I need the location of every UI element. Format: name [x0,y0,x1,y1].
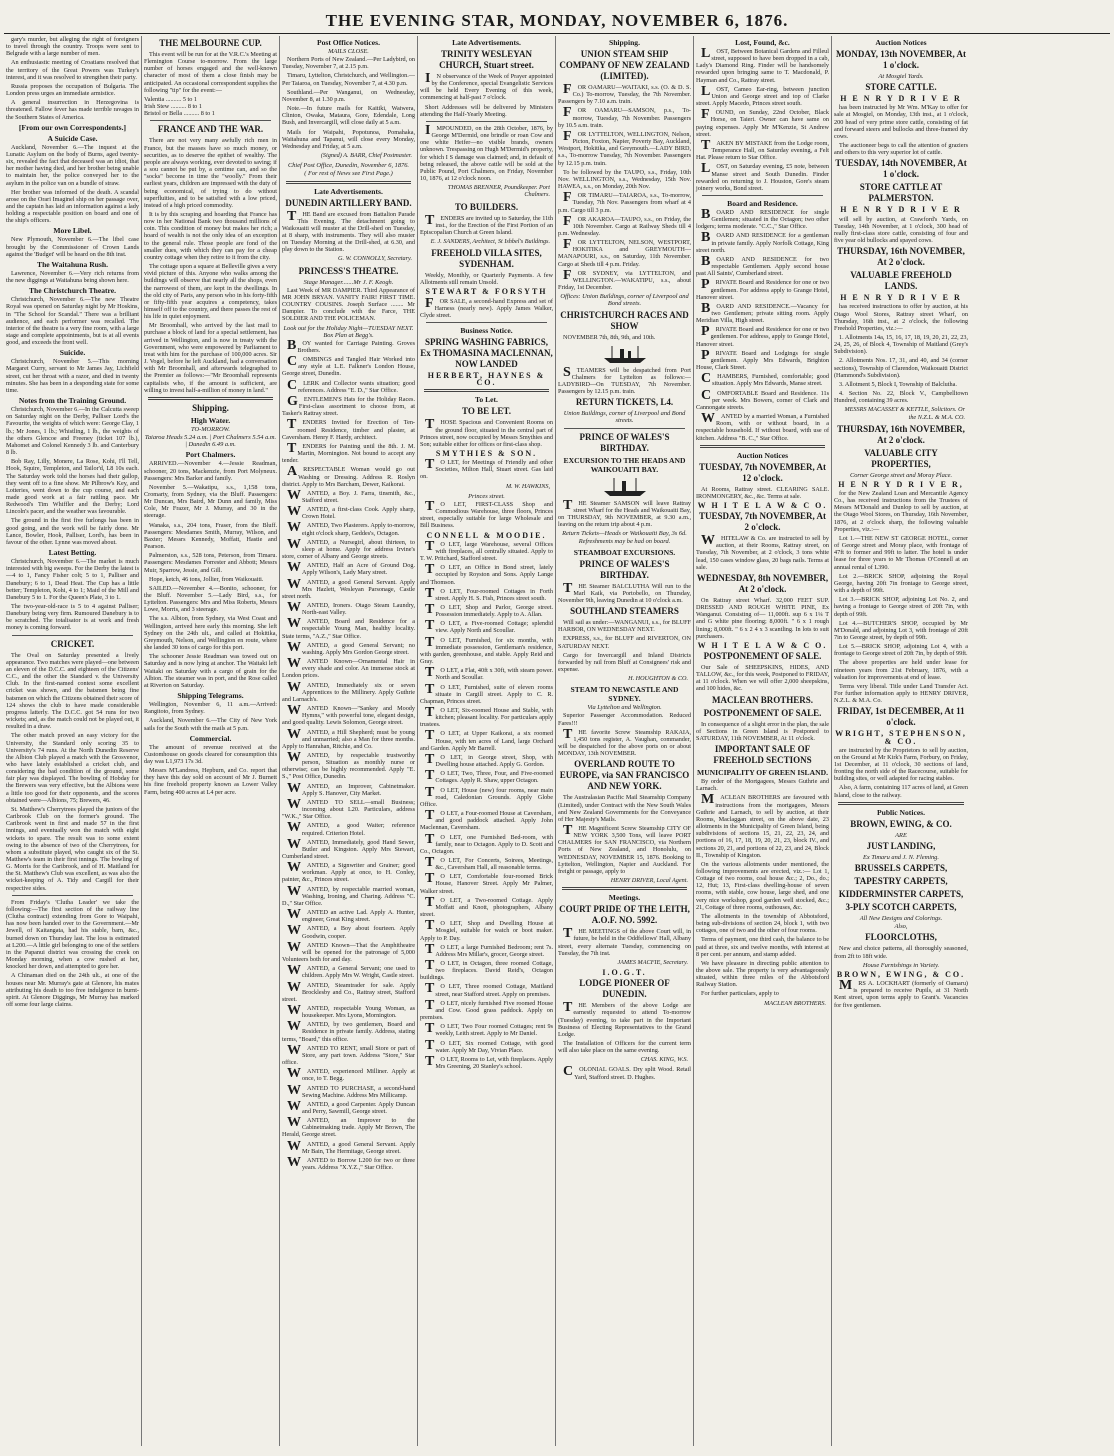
court-heading: COURT PRIDE OF THE LEITH, A.O.F. NO. 5992. [559,904,690,926]
union-heading: UNION STEAM SHIP COMPANY OF NEW ZEALAND (LIMITED). [559,49,690,81]
brown-ewing: BROWN, EWING, & CO. [850,818,952,829]
mosgiel-yards: At Mosgiel Yards. [878,73,924,80]
steamer-icon [602,343,648,365]
high-water-heading: High Water. [190,415,231,425]
overland-heading: OVERLAND ROUTE TO EUROPE, via SAN FRANCISCO AND NEW YORK. [559,759,690,792]
return-tickets: RETURN TICKETS, L4. [575,397,674,408]
steamboat-heading: STEAMBOAT EXCURSIONS. [573,547,676,557]
business-notice-heading: Business Notice. [460,326,513,336]
important-sale: IMPORTANT SALE OF FREEHOLD SECTIONS [713,744,812,766]
brussels-carpets: BRUSSELS CARPETS, [854,863,948,874]
shipping-heading: Shipping. [192,402,229,413]
postponement-heading: POSTPONEMENT OF SALE. [703,651,822,661]
news-heading: The Waitahuna Rush. [37,259,108,269]
just-landing: JUST LANDING, [866,840,936,851]
floorcloths: FLOORCLOTHS, [865,932,937,943]
theatre-subheading: Stage Manager.......Mr J. F. Keogh. [303,278,394,286]
auction-heading: Auction Notices [736,450,789,460]
henry-driver-agent: HENRY DRIVER, Local Agent. [610,877,688,885]
newspaper-page [4,4,1110,1448]
shipping-heading-2: Shipping. [608,38,641,47]
lost-found-heading: Lost, Found, &c. [735,38,790,47]
iogt: I.O.G.T. [602,968,647,978]
column-7: Auction Notices MONDAY, 13th NOVEMBER, At 1 o'clock. At Mosgiel Yards. STORE CATTLE. H E N R Y D R I V E R has been instructed by Mr Wm. M'Kay to offer for sale at Mosgiel, on Monday, 13th inst., at 1 o'clock, 200 head of very prime store cattle, consisting of fat and forward steers and bullocks and three-framed dry cows. The auctioneer begs to call the attention of graziers and others to this very superior lot of cattle. TUESDAY, 14th NOVEMBER, At 1 o'clock. STORE CATTLE AT PALMERSTON. H E N R Y D R I V E R will sell by auction, at Crawford's Yards, on Tuesday, 14th November, at 1 o'clock, 300 head of really first-class store cattle, consisting of four and five year old bullocks and spayed cows. THURSDAY, 16th NOVEMBER, At 2 o'clock. VALUABLE FREEHOLD LANDS. H E N R Y D R I V E R has received instructions to offer by auction, at his Otago Wool Stores, Rattray street Wharf, on Thursday, 16th inst., at 2 o'clock, the following Freehold Properties, viz.:— 1. Allotments 14a, 15, 16, 17, 18, 19, 20, 21, 22, 23, 24, 25, 26, of Block 4, Township of Maitland (Grey's Subdivision). 2. Allotments Nos. 17, 31, and 40, and 34 (corner sections), Township of Clarendon, Waikouaiti District (Hammond's Subdivision). 3. Allotment 5, Block I, Township of Balclutha. 4. Section No. 22, Block V., Campbelltown Hundred, containing 39 acres. MESSRS MACASSEY & KETTLE, Solicitors. Or the N.Z.L. & M.A. CO. THURSDAY, 16th NOVEMBER, At 2 o'clock. VALUABLE CITY PROPERTIES, Corner George street and Moray Place. H E N R Y D R I V E R, for the New Zealand Loan and Mercantile Agency Co., has received instructions from the Trustees of Messrs M'Donald and Dunlop to sell by auction, at the Otago Wool Stores, on Thursday, 16th November, 1876, at 2 o'clock sharp, the following valuable Properties, viz.:— Lot 1.—THE NEW ST GEORGE HOTEL, corner of George street and Moray place, with frontage of 47ft to former and 99ft to latter. The hotel is under lease for three years to Mr Thomas O'Connell at an annual rental of L390. Lot 2.—BRICK SHOP, adjoining the Royal George, having 20ft 7in frontage to George street, with a depth of 99ft. Lot 3.—BRICK SHOP, adjoining Lot No. 2, and having a frontage to George street of 20ft 7in, with depth of 99ft. Lot 4.—BUTCHER'S SHOP, occupied by Mr M'Donald, and adjoining Lot 3, with frontage of 20ft 7in to George street, by depth of 99ft. Lot 5.—BRICK SHOP, adjoining Lot 4, with a frontage to George street of 20ft 7in, by depth of 99ft. The above properties are held under lease for nineteen years from 21st February, 1876, with a valuation for improvements at end of lease. Terms very liberal. Title under Land Transfer Act. For further information apply to HENRY DRIVER, N.Z.L. & M.A. Co. FRIDAY, 1st DECEMBER, At 11 o'clock. WRIGHT, STEPHENSON, & CO. are instructed by the Proprietors to sell by auction, on the Ground at Mr Kirk's Farm, Forbury, on Friday, 1st December, at 11 o'clock, 30 sections of land, fronting the north side of the Racecourse, suitable for building sites, or well adapted for racing stables. Also, A farm, containing 117 acres of land, at Green Island, close to the railway. Public Notices. BROWN, EWING, & CO. ARE JUST LANDING, Ex Timaru and J. N. Fleming. BRUSSELS CARPETS, TAPESTRY CARPETS, KIDDERMINSTER CARPETS, 3-PLY SCOTCH CARPETS, All New Designs and Colorings. Also, FLOORCLOTHS, New and choice patterns, all thoroughly seasoned, from 2ft to 18ft wide. House Furnishings in Variety. BROWN, EWING, & CO. MRS A. LOCKHART (formerly of Oamaru) is prepared to receive Pupils, at 31 North Kent street, upon terms apply to Grant's. Vacancies for five gentlemen. [834,38,968,1009]
column-4: Late Advertisements. TRINITY WESLEYAN CHURCH, Stuart street. IN observance of the Week of Prayer appointed by the Conference, special Evangelistic Services will be held Every Evening of this week, commencing at half-past 7 o'clock. Short Addresses will be delivered by Ministers attending the Half-Yearly Meeting. IMPOUNDED, on the 28th October, 1876, by George M'Dermid, one brindle or roan Cow and one white Heifer—no visible brands, owners unknown. Trespassing on Hugh M'Dermid's property, for which I S damage was claimed; and, in default of being released, the above cattle will be sold at the Public Pound, Port Chalmers, on Friday, November 10, 1876, at 12 o'clock noon. THOMAS BRENNER, Poundkeeper. Port Chalmers. TO BUILDERS. TENDERS are invited up to Saturday, the 11th inst., for the Erection of the First Portion of an Episcopalian Church at Green Island. E. J. SANDERS, Architect, St Ishbel's Buildings. FREEHOLD VILLA SITES, SYDENHAM. Weekly, Monthly, or Quarterly Payments. A few Allotments still remain Unsold. STEWART & FORSYTH FOR SALE, a second-hand Express and set of Harness (nearly new). Apply James Walker, Clyde street. Business Notice. SPRING WASHING FABRICS, Ex THOMASINA MACLENNAN, NOW LANDED HERBERT, HAYNES & CO. To Let. TO BE LET. THOSE Spacious and Convenient Rooms on the ground floor, situated in the central part of Princes street, now occupied by Messrs Smythies and Son; suitable either for offices or first-class shop. SMYTHIES & SON. TO LET, for Meetings of Friendly and other Societies, Milton Hall, Stuart street. Gas laid on. M. W. HAWKINS, Princes street. TO LET, FIRST-CLASS Shop and Commodious Warehouse, three floors, Princes street, especially suitable for large Wholesale and Bill Business. CONNELL & MOODIE. TO LET, large Warehouse, several Offices with fireplaces, all centrally situated. Apply to T. W. Pritchard, Stafford street. TO LET, an Office in Bond street, lately occupied by Royston and Sons. Apply Lange and Thomson. TO LET, Four-roomed Cottages in Forth street. Apply H. S. Fish, Princes street south. TO LET, Shop and Parlor, George street. Possession immediately. Apply to A. Allan. TO LET, a Five-roomed Cottage; splendid view. Apply North and Scoullar. TO LET, Furnished, for six months, with immediate possession, Gentleman's residence, with garden, greenhouse, and stable. Apply Reid and Gray. TO LET, a Flat, 40ft x 30ft, with steam power. North and Scoullar. TO LET, Furnished, suite of eleven rooms situate in Cargill street. Apply to C. R. Chapman, Princes street. TO LET, Six-roomed House and Stable, with kitchen; pleasant locality. For particulars apply trustees. TO LET, at Upper Kaikorai, a six roomed House, with ten acres of Land, large Orchard and Garden. Apply Mr Barrell. TO LET, in George street, Shop, with Dwelling house attached. Apply G. Gordon. TO LET, Two, Three, Four, and Five-roomed Cottages. Apply R. Shaw, upper Octagon. TO LET, House (new) four rooms, near main road, Caledonian Grounds. Apply Globe Office. TO LET, a Four-roomed House at Caversham, and good paddock attached. Apply John Maclennan, Caversham. TO LET, one Furnished Bed-room, with family, near to Octagon. Apply to D. Scott and Co., Octagon. TO LET, For Concerts, Soirees, Meetings, &c., Caversham Hall, all reasonable terms. TO LET, Comfortable four-roomed Brick House, Hanover Street. Apply Mr Palmer, Walker street. TO LET, a Two-roomed Cottage. Apply Moffatt and Knott, photographers, Albany street. TO LET, Shop and Dwelling House at Mosgiel, suitable for watch or boot maker. Apply to P. Day. TO LET, a large Furnished Bedroom; rent 7s. Address Mrs Millar's, grocer, George street. TO LET, in Octagon, three roomed Cottage, two fireplaces. David Reid's, Octagon buildings. TO LET, Three roomed Cottage, Maitland street, near Stafford street. Apply on premises. TO LET, nicely furnished Five roomed House and Cow. Good grass paddock. Apply on premises. TO LET, Two Four roomed Cottages; rent 9s weekly, Leith street. Apply to Mr Daniel. TO LET, Six roomed Cottage, with good water. Apply Mr Day, Vivian Place. TO LET, Rooms to Let, with fireplaces. Apply Mrs Greening, 20 Stanley's school. [418,36,556,1446]
freehold-heading: FREEHOLD VILLA SITES, SYDENHAM. [431,248,542,270]
store-cattle-heading: STORE CATTLE. [865,82,937,93]
palmerston-heading: STORE CATTLE AT PALMERSTON. [859,182,943,204]
column-1: gary's murder, but alleging the right of foreigners to travel through the country. Troops were sent to Belgrade with a large number of men. An enthusiastic meeting of Croatians resolved that the territory of the Great Powers was Turkey's interest, and it was resolved to strengthen their party. Russia proposes the occupation of Bulgaria. The London press urges an immediate armistice. A general insurrection in Herzegovina is threatened. Fallow fever has made terrible ravages in the Southern States of America. [From our own Correspondents.] A Suicide Case. Auckland, November 6.—The inquest at the Lunatic Asylum on the body of Burns, aged twenty-six, revealed the fact that deceased was an idiot, that her mother having died, and her brother being unable to maintain her, the police conveyed her to the asylum in the police van on a bundle of straw. Her brother was informed of the death. A scandal arose on the Orari Imaginel ship on her passage over, and the captain has laid an information against a lady holding a respectable position on board and one of the ship's officers. More Libel. New Plymouth, November 6.—The libel case brought by the Commissioner of Crown Lands against the 'Budget' will be heard on the 8th inst. The Waitahuna Rush. Lawrence, November 6.—Very rich returns from the new diggings at Waitahuna being shown here. The Christchurch Theatre. Christchurch, November 6.—The new Theatre Royal was opened on Saturday night by Mr Hoskins, in "The School for Scandal." There was a brilliant audience, and each performer was recalled. The interior of the theatre is a very fine room, with a large stage and complete appointments, but is at all events good, and exceeds the front well. Suicide. Christchurch, November 5.—This morning Margaret Curry, servant to Mr James Jay, Lichfield street, cut her throat with a razor, and died in twenty minutes. She has been in a desponding state for some time. Notes from the Training Ground. Christchurch, November 6.—In the Calcutta sweep on Saturday night on the Derby, Palliser Lord's the Favourite, the weights of which were: George Clay, 1 lb.; Mr Jones, 1 lb.; Whistling, 1 lb., the weights of the others Glencoe and Freeney (ticket 107 lb.), Mahomet and Colonel Kennedy 3 lb. and Canterbury 8 lb. Bob Ray, Lilly, Monere, La Rose, Kohi, I'll Tell, Hook, Squire, Templeton, and Tailor'd, L8 10s each. The Saturday work told the horses had their gallop, they went off to a fine show. Mr Pilbrow's Key, and Lotteries, went down to the cup course, and each made good work at a fair rattling pace. Mr Redwood's Tim Whiffler and the Derby; Lord Lincoln's pacer, and the weather was favourable. The ground in the first five furlongs has been in good going, and the work will be fairly done. Mr Lance, Bowler, Hook, Palliser, Lord's, has been in favour of the other. Lynne was moved about. Latest Betting. Christchurch, November 6.—The market is much interested with big sweeps. For the Derby the latest is—4 to 1, Fancy Fisher colt; 5 to 1, Palliser and Danebury; 6 to 1, Dead Heat. The Cup has a little better; Templeton, Kohi, 4 to 1; Maid of the Mill and Danebury 5 to 1. For the Queen's Plate, 3 to 1. The two-year-old-race is 5 to 4 against Palliser; Danebury being very firm. Rumoured Danebury is to be scratched. The totalisator is at work and fresh money is coming forward. CRICKET. The Oval on Saturday presented a lively appearance. Two matches were played—one between an eleven of the D.C.C. and eighteen of the Citizens' C.C., and the other the Standard v. the University Club. In the first-named contest some excellent cricket was shown, and the batsmen being fine batsmen on which the Citizens obtained their score of 124 shows the club to have made considerable progress latterly. The D.C.C. got 54 runs for two wickets; and, as the match could not be played out, it resulted in a draw. The other match proved an easy victory for the University, the Standard only scoring 35 to University's 74 runs. At the North Dunedin Reserve the Albion Club played a match with the Grosvenor, who have lately established a cricket club, and considering the bad condition of the ground, some fair play was displayed. The bowling of Hobday for the Brewers was very effective, but the Albions were a little too good for their opponents, and the scores obtained were—Albions, 75; Brewers, 46. St. Matthew's Cherrytrees played the juniors of the Caribrook Club on the former's ground. The Caribrook went in first and made 57 in the first innings, and eventually won the match with eight wickets to spare. The result was to some extent owing to the absence of two of the Cherrytrees, for whom a substitute played, who caught six of the St. Matthew's team in their first innings. The bowling of G. Morris for the Caribrook, and of H. Maitland for the St. Matthew's Club was excellent, as was also the wicket-keeping of A. Tidy and Cargill for their respective sides. From Friday's 'Clutha Leader' we take the following:—The first section of the railway line (Clutha contract) extending from Gore to Waipahi, has now been handed over to the Government.—Mr Jewell, of Kaitangata, had his stable, barn, &c., burned down on Thursday last. The loss is estimated at L200.—A little girl belonging to one of the settlers in the Papanui district was crossing the creek on Monday morning, when a cow rushed at her, knocked her down, and attempted to gore her. A Chinaman died on the 24th ult., at one of the houses near Mr. Murray's gate at Glenore, his mates attributing his death to too free indulgence in burnt-spirit. At Glenore Diggings, Mr Murray has marked off some four large claims. [4,36,142,1446]
column-6: Lost, Found, &c. LOST, Between Botanical Gardens and Filleul street, supposed to have been dropped in a cab, Lady's Diamond Ring. Finder will be handsomely rewarded upon bringing same to T. Macdonald, P. Hayman and Co., Rattray street. LOST, Cameo Ear-ring, between junction Union and George street and top of Clarke street. Apply Macedo, Princes street south. FOUND, on Sunday, 22nd October, Black Horse, on Taieri. Owner can have same on paying expenses. Apply Mr M'Kenzie, St Andrew street. TAKEN BY MISTAKE from the Lodge room, Temperance Hall, on Saturday evening, a Felt Hat. Please return to Star Office. LOST, on Saturday evening, £5 note, between Manse street and South Dunedin. Finder rewarded on returning to J. Houston, Gore's steam joinery works, Bond street. Board and Residence. BOARD AND RESIDENCE for single Gentlemen; situated in the Octagon; two other lodgers; terms moderate. "C.C.," Star Office. BOARD AND RESIDENCE for a gentleman in private family. Apply Norfolk Cottage, King street north. BOARD AND RESIDENCE for two respectable Gentlemen. Apply second house past All Saints', Cumberland street. PRIVATE Board and Residence for one or two gentlemen. For address apply to Grange Hotel, Hanover street. BOARD AND RESIDENCE.—Vacancy for two Gentlemen; private sitting room. Apply Meridian Villa, High street. PRIVATE Board and Residence for one or two gentlemen. For address, apply to Grange Hotel, Hanover street. PRIVATE Board and Lodgings for single gentlemen. Apply Mrs Edwards, Brighton House, Clark Street. CHAMBERS, Furnished, comfortable; good situation. Apply Mrs Edwards, Manse street. COMFORTABLE Board and Residence. 11s per week. Mrs Bowers, corner of Clark and Cannongate streets. WANTED by a married Woman, a Furnished Room, with or without board, in a respectable household. If without board, with use of kitchen. Address "B. C.," Star Office. Auction Notices TUESDAY, 7th NOVEMBER, At 12 o'clock. At Rooms, Rattray street. CLEARING SALE. IRONMONGERY, &c., &c. Terms at sale. W H I T E L A W & C O. TUESDAY, 7th NOVEMBER, At 2 o'clock. WHITELAW & Co. are instructed to sell by auction, at their Rooms, Rattray street, on Tuesday, 7th November, at 2 o'clock, 3 tons white lead, 150 cases window glass, 20 bags nails. Terms at sale. WEDNESDAY, 8th NOVEMBER, At 2 o'clock. On Rattray street Wharf. 32,000 FEET SUP. DRESSED AND ROUGH WHITE PINE, Ex Wanganui. Consisting of— 11,000ft. sup 6 x 1¼ T and G white pine flooring; 8,000ft. " 6 x 1 rough lining; 8,000ft. " 6 x 2 4 x 3 scantling. In lots to suit purchasers. W H I T E L A W & C O. POSTPONEMENT OF SALE. Our Sale of SHEEPSKINS, HIDES, AND TALLOW, &c., for this week, Postponed to FRIDAY, at 11 o'clock. When we will offer 2,000 sheepskins, and 100 hides, &c. MACLEAN BROTHERS. POSTPONEMENT OF SALE. In consequence of a slight error in the plan, the sale of Sections in Green Island is Postponed to SATURDAY, 11th NOVEMBER, At 11 o'clock. IMPORTANT SALE OF FREEHOLD SECTIONS MUNICIPALITY OF GREEN ISLAND. By order of the Mortgagees, Messrs Guthrie and Larnach. MACLEAN BROTHERS are favoured with instructions from the mortgagees, Messrs Guthrie and Larnach, to sell by auction, at their Rooms, Maclaggan street, on the above date, 23 allotments in the Municipality of Green Island, being subdivisions of sections 15, 21, 22, 23, 24, and portions of 16, 17, 18, 19, 20, 21, 23, block IV., and sections 20, 21, and portions of 22, 23, and 24, Block II., Township of Kingston. On the various allotments under mentioned, the following improvements are erected, viz.:— Lot 1, Cottage of two rooms, coal house &c.; 2, Do., do.; 12, Hut; 13, First-class dwelling-house of seven rooms, with stable, cow house, large shed, and one very nice workshop, good garden well stocked, &c.; 21, Cottage of three rooms, outhouses, &c. The allotments in the township of Abbotsford, being sub-divisions of section 24, block 1, with two cottages, one of two and the other of four rooms. Terms of payment, one third cash, the balance to be paid at three, six and twelve months, with interest at 8 per cent. per annum, and stamp added. We have pleasure in directing public attention to the above sale. The property is very advantageously situated, within three miles of the Abbotsford Railway Station. For further particulars, apply to MACLEAN BROTHERS. [694,36,832,1446]
maclean-brothers: MACLEAN BROTHERS. [711,694,813,705]
macfie: JAMES MACFIE, Secretary. [617,958,688,966]
late-ads-heading: Late Advertisements. [314,186,383,196]
public-notices-heading: Public Notices. [876,807,926,817]
news-heading: Notes from the Training Ground. [18,396,127,406]
columns [4,36,1110,1446]
builders-heading: TO BUILDERS. [454,201,519,212]
church-heading: TRINITY WESLEYAN CHURCH, Stuart street. [439,49,534,70]
commercial-heading: Commercial. [189,733,232,743]
news-heading: A Suicide Case. [47,133,98,143]
news-heading: [From our own Correspondents.] [18,122,127,132]
excursion-heading: EXCURSION TO THE HEADS AND WAIKOUAITI BAY. [563,455,686,474]
steamer-icon [602,476,648,498]
smythies: SMYTHIES & SON. [435,449,538,458]
cup-odds-line: Bristol or Bella .......... 8 to 1 [144,110,215,118]
henry-driver: H E N R Y D R I V E R [840,94,962,104]
prince-heading: PRINCE OF WALES'S BIRTHDAY. [579,431,670,453]
news-heading: Latest Betting. [48,548,97,558]
wright-stephenson: WRIGHT, STEPHENSON, & CO. [835,729,967,746]
artillery-heading: DUNEDIN ARTILLERY BAND. [285,197,412,208]
cup-heading: THE MELBOURNE CUP. [159,38,262,48]
shipping-telegrams-heading: Shipping Telegrams. [177,691,244,701]
news-heading: More Libel. [53,226,92,236]
cup-odds-line: Irish Stew .......... 8 to 1 [144,103,202,111]
sale-tuesday: TUESDAY, 7th NOVEMBER, At 12 o'clock. [698,461,827,483]
news-heading: Suicide. [59,348,86,358]
cricket-heading: CRICKET. [50,638,95,649]
theatre-heading: PRINCESS'S THEATRE. [298,265,399,276]
column-3: Post Office Notices. MAILS CLOSE. Northern Ports of New Zealand.—Per Ladybird, on Tuesday, November 7, at 2.15 p.m. Timaru, Lyttelton, Christchurch, and Wellington.—Per Taiaroa, on Tuesday, November 7, at 4.30 p.m. Southland.—Per Wanganui, on Wednesday, November 8, at 1.30 p.m. Note.—In future mails for Kaitiki, Waiwera, Clinton, Owaka, Mataura, Gore, Edendale, Long Bush, and Invercargill, will close daily at 5 a.m. Mails for Waipahi, Popotunoa, Pomahaka, Waitahuna and Tapanui, will close every Monday, Wednesday and Friday, at 5 a.m. (Signed) A. BARR, Chief Postmaster. Chief Post Office, Dunedin, November 6, 1876. ( For rest of News see First Page.) Late Advertisements. DUNEDIN ARTILLERY BAND. THE Band are excused from Battalion Parade This Evening. The detachment going to Waikouaiti will muster at the Drill-shed on Tuesday, at 8 sharp, with instruments. They will also muster on Tuesday Morning at the Drill-shed, at 6.30, and play down to the Station. G. W. CONNOLLY, Secretary. PRINCESS'S THEATRE. Stage Manager.......Mr J. F. Keogh. Last Week of MR DAMPIER. Third Appearance of MR JOHN BRYAN. VANITY FAIR! FIRST TIME. COUNTRY COUSINS. Joseph Surface ........ Mr Dampier. To conclude with the Farce, THE SOLDIER AND THE POLICEMAN. Look out for the Holiday Night—TUESDAY NEXT. Box Plan at Begg's. BOY wanted for Carriage Painting. Groves Brothers. COMBINGS and Tangled Hair Worked into any style at L.E. Falkner's London House, George street, Dunedin. CLERK and Collector wants situation; good references. Address "E. D.," Star Office. GENTLEMEN'S Hats for the Holiday Races. First-class assortment to choose from, at Tasker's Rattray street. TENDERS Invited for Erection of Ten-roomed Residence, timber and plaster, at Caversham. Henry F. Hardy, architect. TENDERS for Painting until the 8th. J. M. Martin, Mornington. Not bound to accept any tender. ARESPECTABLE Woman would go out Washing or Dressing. Address R. Roslyn district. Apply to Mrs Barcham, Dewer, Kaikorai. WANTED, a Boy. J. Farra, tinsmith, &c., Stafford street. WANTED, a first-class Cook. Apply sharp, Crown Hotel. WANTED, Two Plasterers. Apply to-morrow, eight o'clock sharp, Geddes's, Octagon. WANTED, a Nursegirl, about thirteen, to sleep at home. Apply for address Irvine's store, corner of Albany and George streets. WANTED, Half an Acre of Ground Dog. Apply Wilson's, Lady Mary street. WANTED, a good General Servant. Apply Mrs Hazlett, Wesleyan Parsonage, Castle street north. WANTED, Ironers. Otago Steam Laundry, North-east Valley. WANTED, Board and Residence for a respectable Young Man, healthy locality. State terms, "A.Z.," Star Office. WANTED, a good General Servant; no washing. Apply Mrs Gordon George street. WANTED Known—Ornamental Hair in every shade and color. An immense stock at London prices. WANTED, Immediately six or seven Apprentices to the Millinery. Apply Guthrie and Larnach's. WANTED Known—"Sankey and Moody Hymns," with powerful tone, elegant design, and good quality. Lewis Solomon, George street. WANTED, a Hill Shepherd; must be young and unmarried; also a Man for three months. Apply to Hanrahan, Ritchie, and Co. WANTED, by respectable trustworthy person, Situation as monthly nurse or otherwise; can be highly recommended. Apply "E. S.," Post Office, Dunedin. WANTED, an Improver, Cabinetmaker. Apply S. Hanover, City Market. WANTED TO SELL—small Business; incoming about L20. Particulars, address "W.K.," Star Office. WANTED, a good Waiter; reference required. Criterion Hotel. WANTED, Immediately, good Hand Sewer, Butler and Kingston. Apply Mrs Stewart, Cumberland street. WANTED, a Signwriter and Grainer; good workman. Apply at once, to H. Conley, painter, &c., Princes street. WANTED, by respectable married woman, Washing, Ironing, and Charing. Address "C. D.," Star Office. WANTED an active Lad. Apply A. Hunter, engineer, Great King street. WANTED, a Boy about fourteen. Apply Goodwin, cooper. WANTED Known—That the Amphitheatre will be opened for the patronage of 5,000 Volunteers both for and day. WANTED, a General Servant; one used to children. Apply Mrs W. Wright, Castle street. WANTED, Steamtrader for sale. Apply Brocklesby and Co., Rattray street, Stafford street. WANTED, respectable Young Woman, as housekeeper. Mrs Lyons, Mornington. WANTED, by two gentlemen, Board and Residence in private family. Address, stating terms, "Board," this office. WANTED TO RENT, small Store or part of Store, any part town. Address "Store," Star office. WANTED, experienced Milliner. Apply at once, to T. Begg. WANTED TO PURCHASE, a second-hand Sewing Machine. Address Mrs Millicamp. WANTED, a good Carpenter. Apply Duncan and Perry, Sawmill, George street. WANTED, an Improver to the Cabinetmaking trade. Apply Mr Brown, The Herald, George street. WANTED, a good General Servant. Apply Mr Bain, The Hermitage, George street. WANTED to Borrow L200 for two or three years. Address "X.Y.Z.," Star Office. [280,36,418,1446]
masthead: THE EVENING STAR, MONDAY, NOVEMBER 6, 1876. [4,4,1110,34]
board-heading: Board and Residence. [727,198,798,208]
municipality: MUNICIPALITY OF GREEN ISLAND. [697,768,828,778]
hawkins: M. W. HAWKINS, [505,482,550,490]
cup-odds-line: Valentia .......... 5 to 1 [144,95,197,103]
southland-heading: SOUTHLAND STEAMERS [570,606,679,617]
whitelaw: W H I T E L A W & C O. [697,500,828,510]
chas-king: CHAS. KING, W.S. [640,1056,688,1064]
to-let-heading: To Let. [475,395,498,405]
news-heading: The Christchurch Theatre. [28,286,117,296]
houghton: H. HOUGHTON & CO. [628,675,688,683]
spring-fabrics-heading: SPRING WASHING FABRICS, Ex THOMASINA MACLENNAN, NOW LANDED [420,337,553,370]
france-heading: FRANCE AND THE WAR. [157,124,264,135]
valuable-lands: VALUABLE FREEHOLD LANDS. [850,270,952,292]
column-5: Shipping. UNION STEAM SHIP COMPANY OF NEW ZEALAND (LIMITED). FOR OAMARU—WAITAKI, s.s. (O. & D. S. Co.) To-morrow, Tuesday, the 7th November. Passengers by 7.10 a.m. train. FOR OAMARU—SAMSON, p.s., To-morrow, Tuesday, 7th November. Passengers by 10.5 a.m. train. FOR LYTTELTON, WELLINGTON, Nelson, Picton, Foxton, Napier, Poverty Bay, Auckland, Westport, Hokitika, and Greymouth.—LADY BIRD, s.s., To-morrow Tuesday, 7th November. Passengers by 12.15 p.m. train. To be followed by the TAUPO, s.s., Friday, 10th Nov. WELLINGTON, s.s., Wednesday, 15th Nov. HAWEA, s.s., on Monday, 20th Nov. FOR TIMARU—TAIAROA, s.s., To-morrow, Tuesday, 7th Nov. Passengers from wharf at 4 p.m. Cargo till 3 p.m. FOR AKAROA—TAUPO, s.s., on Friday, the 10th November. Cargo at Railway Sheds till 4 p.m. Wednesday. FOR LYTTELTON, NELSON, WESTPORT, HOKITIKA and GREYMOUTH—MANAPOURI, s.s., on Saturday, 11th November. Cargo at Sheds till 4 p.m. Friday. FOR SYDNEY, via LYTTELTON, and WELLINGTON.—WAKATIPU, s.s., about Friday, 1st December. Offices: Union Buildings, corner of Liverpool and Bond streets. CHRISTCHURCH RACES AND SHOW NOVEMBER 7th, 8th, 9th, and 10th. STEAMERS will be despatched from Port Chalmers for Lyttelton as follows:—LADYBIRD—On TUESDAY, 7th November. Passengers by 12.15 p.m. train. RETURN TICKETS, L4. Union Buildings, corner of Liverpool and Bond streets. PRINCE OF WALES'S BIRTHDAY. EXCURSION TO THE HEADS AND WAIKOUAITI BAY. THE Steamer SAMSON will leave Rattray street Wharf for the Heads and Waikouaiti Bay, on THURSDAY, 9th NOVEMBER, at 9.30 a.m., leaving on the return trip about 4 p.m. Return Tickets—Heads or Waikouaiti Bay, 3s 6d. Refreshments may be had on board. STEAMBOAT EXCURSIONS. PRINCE OF WALES'S BIRTHDAY. THE Steamer BALCLUTHA Will run to the Marl Kaik, via Portobello, on Thursday, November 9th, leaving Dunedin at 10 o'clock a.m. SOUTHLAND STEAMERS Will sail as under:—WANGANUI, s.s., for BLUFF HARBOR, ON WEDNESDAY NEXT. EXPRESS, s.s., for BLUFF and RIVERTON, ON SATURDAY NEXT. Cargo for Invercargill and Inland Districts forwarded by rail from Bluff at Consignees' risk and expense. H. HOUGHTON & CO. STEAM TO NEWCASTLE AND SYDNEY. Via Lyttelton and Wellington. Superior Passenger Accommodation. Reduced Fares!!! THE favorite Screw Steamship RAKAIA, 1,450 tons register, A. Vaughan, commander, will be despatched for the above ports on or about MONDAY, 13th NOVEMBER. OVERLAND ROUTE TO EUROPE, via SAN FRANCISCO AND NEW YORK. The Australasian Pacific Mail Steamship Company (Limited), under Contract with the New South Wales and New Zealand Governments for the Conveyance of Her Majesty's Mails. THE Magnificent Screw Steamship CITY OF NEW YORK 3,500 Tons, will leave PORT CHALMERS for SAN FRANCISCO, via Northern Ports of New Zealand, and Honolulu, on WEDNESDAY, NOVEMBER 15, 1876. Booking to Lyttelton, Wellington, Napier and Auckland. For freight or passage, apply to HENRY DRIVER, Local Agent. Meetings. COURT PRIDE OF THE LEITH, A.O.F. NO. 5992. THE MEETINGS of the above Court will, in future, be held in the Oddfellows' Hall, Albany street, every alternate Tuesday, commencing on Tuesday, the 7th inst. JAMES MACFIE, Secretary. I.O.G.T. LODGE PIONEER OF DUNEDIN. THE Members of the above Lodge are earnestly requested to attend To-morrow (Tuesday) evening, to take part in the Important Business of Electing Representatives to the Grand Lodge. The Installation of Officers for the current term will also take place on the same evening. CHAS. KING, W.S. COLONIAL GOALS. Dry split Wood. Retail Yard, Stafford street. D. Hughes. [556,36,694,1446]
monday-sale: MONDAY, 13th NOVEMBER, At 1 o'clock. [835,49,967,70]
post-office-heading: Post Office Notices. [316,38,381,47]
friday-sale: FRIDAY, 1st DECEMBER, At 11 o'clock. [837,706,965,728]
sale-wednesday: WEDNESDAY, 8th NOVEMBER, At 2 o'clock. [696,572,829,594]
races-heading: CHRISTCHURCH RACES AND SHOW [560,309,689,331]
column-2: THE MELBOURNE CUP. This event will be run for at the V.R.C.'s Meeting at Flemington Course to-morrow. From the large number of horses engaged and the well-known character of most of them a close finish may be anticipated. An occasional correspondent supplies the following "tip" for the event:— Valentia .......... 5 to 1 Irish Stew .......... 8 to 1 Bristol or Bella .......... 8 to 1 FRANCE AND THE WAR. There are not very many awfully rich men in France, but the masses have so much money, or securities, as to deserve the epithet of wealthy. The people are always working, ever devoted to saving; if a sou cannot be put by, a centime can, and so the "socks" become in time the "woolly." From their earliest years, children are impressed with the duty of being economical, of trying to do without superfluities, and to be satisfied with a low priced, instead of a high priced commodity. It is by this scraping and hoarding that France has now in her National Bank two thousand millions of coin. This condition of money but makes her rich; a hoard of wealth is not the only idea of an exception to the general rule. Those people are fond of the smaller dues, with which they can pay for a cheap country cottage when they retire to it from the city. The cottage upon a square at Belleville gives a very vivid picture of this. Anyone who walks among the buildings will observe that nearly all the shops, even the narrowest of them, are kept in the dwellings. In the old city of Paris, any person who in his forty-fifth or fifty-fifth year acquires a competency, takes himself off to the country, and there passes the rest of his life in quiet enjoyment. Mr Broomhall, who arrived by the last mail to purchase a block of land for a special settlement, has arrived in Wellington, and is now in treaty with the Government, who were empowered by Parliament to treat with him for the purchase of 100,000 acres. Sir J. Vogel, before he left Auckland, had a conversation with Mr Broomhall, and afterwards telegraphed to the Premier as follows:—"Mr Broomhall represents capitalists who, if the amount is sufficient, are willing to invest half-a-million of money in land." Shipping. High Water. TO-MORROW. Taiaroa Heads 5.24 a.m. | Port Chalmers 5.54 a.m. | Dunedin 6.49 a.m. Port Chalmers. ARRIVED.—November 4.—Jessie Readman, schooner, 20 tons, Mackenzie, from Port Molyneux. Passengers: Mrs Barker and family. November 5.—Wakatipu, s.s., 1,158 tons, Cromarty, from Sydney, via the Bluff. Passengers: Mr Duncan, Mrs Baird, Mr Dunn and family, Miss Cole, Mr Frazer, Mr J. Murray, and 30 in the steerage. Wanaka, s.s., 204 tons, Fraser, from the Bluff. Passengers: Mesdames Smith, Murray, Wilson, and Baxter; Messrs Kennedy, Moffatt, Hastie and Pearson. Palmerston, s.s., 528 tons, Peterson, from Timaru. Passengers: Mesdames Forrester and Abbott; Messrs Muir, Sparrow, Jessie, and Gill. Hope, ketch, 46 tons, Jollier, from Waikouaiti. SAILED.—November 4.—Bonito, schooner, for the Bluff. November 5.—Lady Bird, s.s., for Lyttelton. Passengers: Mrs and Miss Roberts, Messrs Lowe, Morris, and 3 steerage. The s.s. Albion, from Sydney, via West Coast and Wellington, arrived here early this morning. She left Sydney on the 24th ult., and called at Hokitika, Greymouth, Nelson, and Wellington en route, where she landed 30 tons of cargo for this port. The schooner Jessie Readman was towed out on Saturday and is now lying at anchor. The Waitaki left Waitaki on Saturday with a cargo of grain for the Albion. The steamer was in port, and the Rose called at Riverton on Saturday. Shipping Telegrams. Wellington, November 6, 11 a.m.—Arrived: Rangitoto, from Sydney. Auckland, November 6.—The City of New York sails for the South with the mails at 5 p.m. Commercial. The amount of revenue received at the Customhouse on goods cleared for consumption this day was L1,973 17s 3d. Messrs M'Landress, Hepburn, and Co. report that they have this day sold on account of Mr J. Burnett his fine freehold property known as Lower Valley Farm, being 400 acres at L4 per acre. [142,36,280,1446]
meetings-heading: Meetings. [608,893,641,903]
auction-heading-2: Auction Notices [875,38,927,47]
port-chalmers-heading: Port Chalmers. [185,450,236,460]
valuable-props: VALUABLE CITY PROPERTIES, [864,447,938,469]
lodge-heading: LODGE PIONEER OF DUNEDIN. [579,978,670,1000]
late-ads-heading-2: Late Advertisements. [452,38,521,47]
herbert-haynes: HERBERT, HAYNES & CO. [427,371,546,388]
kidderminster-carpets: KIDDERMINSTER CARPETS, [838,889,964,900]
